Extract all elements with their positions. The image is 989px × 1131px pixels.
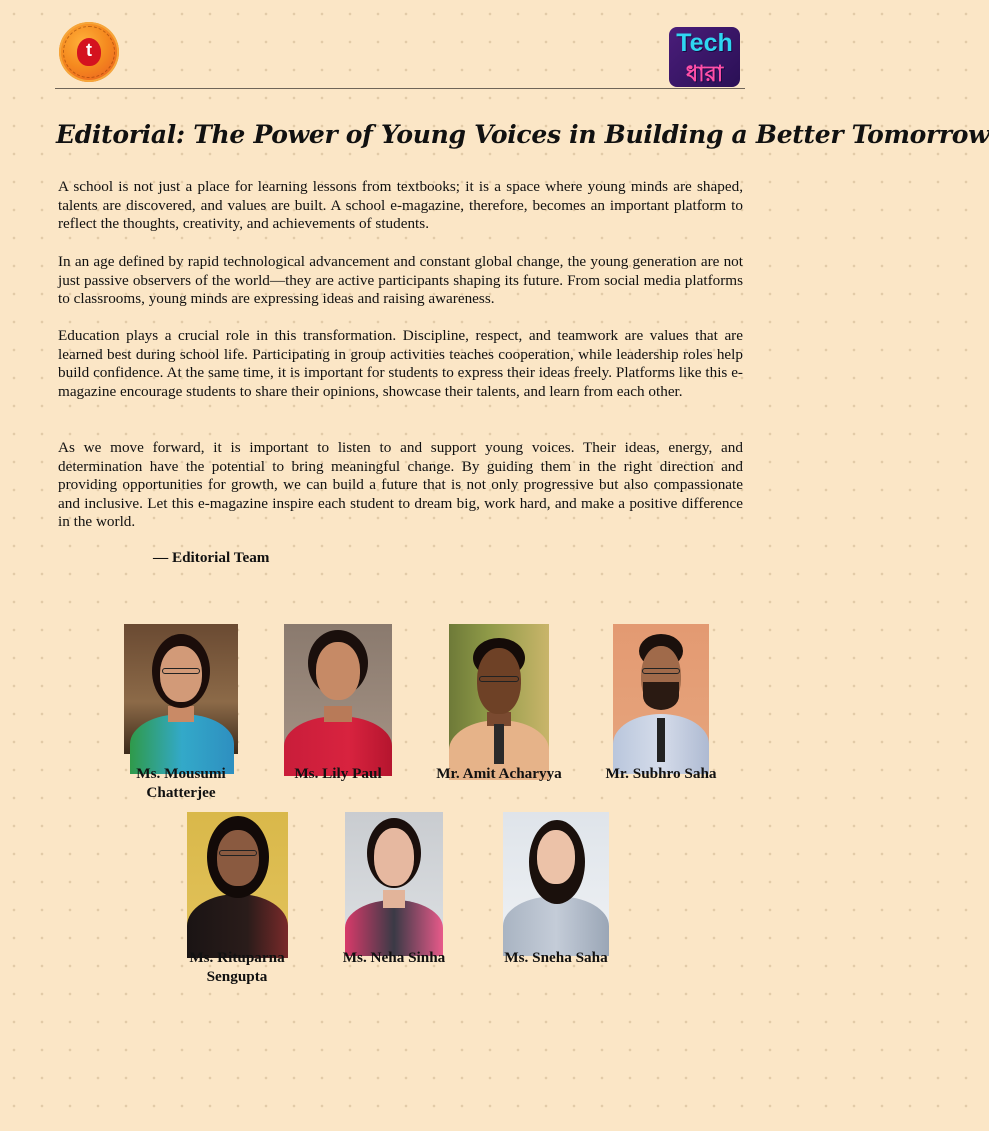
name-line1: Mr. Amit Acharyya	[436, 765, 562, 782]
team-member-name	[420, 764, 578, 783]
team-member-name	[596, 764, 726, 783]
logo-t-mark-icon: t	[77, 38, 101, 66]
paragraph-2: In an age defined by rapid technological advancement and constant global change, the young generation are not just passive observers of the world—they are active participants shaping its future. From social media platforms to classrooms, young minds are expressing ideas and raising awareness.	[58, 253, 743, 308]
tech-dhara-logo-line1: Tech	[676, 29, 733, 57]
paragraph-3: Education plays a crucial role in this transformation. Discipline, respect, and teamwork are values that are learned best during school life. Participating in group activities teaches cooperation, while leadership roles help build confidence. At the same time, it is important for students to express their ideas freely. Platforms like this e-magazine encourage students to share their opinions, showcase their talents, and learn from each other.	[58, 327, 743, 400]
techno-india-logo	[59, 22, 119, 82]
header-divider	[55, 88, 745, 89]
team-member-name	[270, 764, 406, 783]
page-title: Editorial: The Power of Young Voices in Building a Better Tomorrow	[56, 120, 989, 149]
name-line1: Ms. Rituparna	[189, 949, 285, 966]
paragraph-1: A school is not just a place for learning lessons from textbooks; it is a space where young minds are shaped, talents are discovered, and values are built. A school e-magazine, therefore, becomes an important platform to reflect the thoughts, creativity, and achievements of students.	[58, 178, 743, 233]
editorial-signature: — Editorial Team	[153, 549, 270, 566]
tech-dhara-logo-line2: ধারা	[685, 62, 724, 87]
name-line1: Ms. Mousumi	[136, 765, 226, 782]
name-line1: Ms. Sneha Saha	[504, 949, 608, 966]
paragraph-4: As we move forward, it is important to listen to and support young voices. Their ideas, energy, and determination have the potential to bring meaningful change. By guiding them in the right direction and providing opportunities for growth, we can build a future that is not only progressive but also compassionate and inclusive. Let this e-magazine inspire each student to dream big, work hard, and make a positive difference in the world.	[58, 439, 743, 531]
photo-rituparna-sengupta	[187, 812, 288, 946]
team-member-name	[172, 948, 302, 986]
team-member-name	[329, 948, 459, 967]
team-member-name	[124, 764, 238, 802]
name-line1: Ms. Lily Paul	[294, 765, 382, 782]
name-line2: Chatterjee	[146, 784, 216, 801]
team-member-name	[486, 948, 626, 967]
photo-lily-paul	[284, 624, 392, 762]
photo-neha-sinha	[345, 812, 443, 946]
name-line1: Ms. Neha Sinha	[342, 949, 446, 966]
photo-amit-acharyya	[449, 624, 549, 762]
name-line2: Sengupta	[206, 968, 268, 985]
photo-mousumi-chatterjee	[124, 624, 238, 754]
name-line1: Mr. Subhro Saha	[605, 765, 717, 782]
tech-dhara-logo	[669, 27, 740, 87]
photo-subhro-saha	[613, 624, 709, 762]
photo-sneha-saha	[503, 812, 609, 946]
